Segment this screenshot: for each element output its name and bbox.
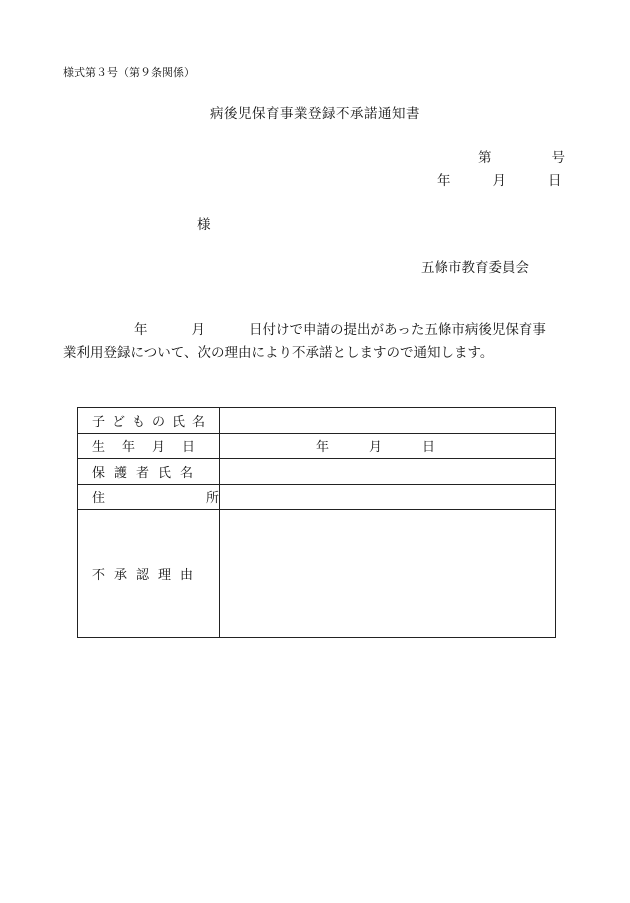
body-year: 年 [134,322,148,338]
table-row [78,408,556,434]
date-year: 年 [437,173,451,189]
table-row [78,459,556,485]
dob-value[interactable] [220,433,556,459]
issuer-name: 五條市教育委員会 [421,260,529,276]
reason-value[interactable] [220,510,556,638]
address-label-left: 住 [92,491,106,507]
child-name-value[interactable] [220,408,556,434]
number-prefix: 第 [478,150,492,166]
document-number-line [478,152,565,166]
addressee-suffix: 様 [197,217,211,233]
date-day: 日 [548,173,562,189]
document-title: 病後児保育事業登録不承諾通知書 [210,106,420,122]
child-name-label: 子どもの氏名 [78,408,220,434]
table-row [78,484,556,510]
dob-month: 月 [369,440,383,456]
address-label [78,484,220,510]
body-line-1 [134,324,546,338]
table-row [78,433,556,459]
reason-label: 不承認理由 [78,510,220,638]
body-month: 月 [191,322,205,338]
issue-date-line [437,175,562,189]
date-month: 月 [492,173,506,189]
dob-label: 生年月日 [78,433,220,459]
form-number: 様式第３号（第９条関係） [63,66,195,79]
guardian-name-label: 保護者氏名 [78,459,220,485]
info-table [77,407,556,638]
address-value[interactable] [220,484,556,510]
table-row [78,510,556,638]
dob-day: 日 [422,440,436,456]
guardian-name-value[interactable] [220,459,556,485]
address-label-right: 所 [205,491,219,507]
dob-year: 年 [316,440,330,456]
number-suffix: 号 [551,150,565,166]
body-line-2: 業利用登録について、次の理由により不承諾としますので通知します。 [63,345,494,361]
body-day-text: 日付けで申請の提出があった五條市病後児保育事 [249,322,546,338]
